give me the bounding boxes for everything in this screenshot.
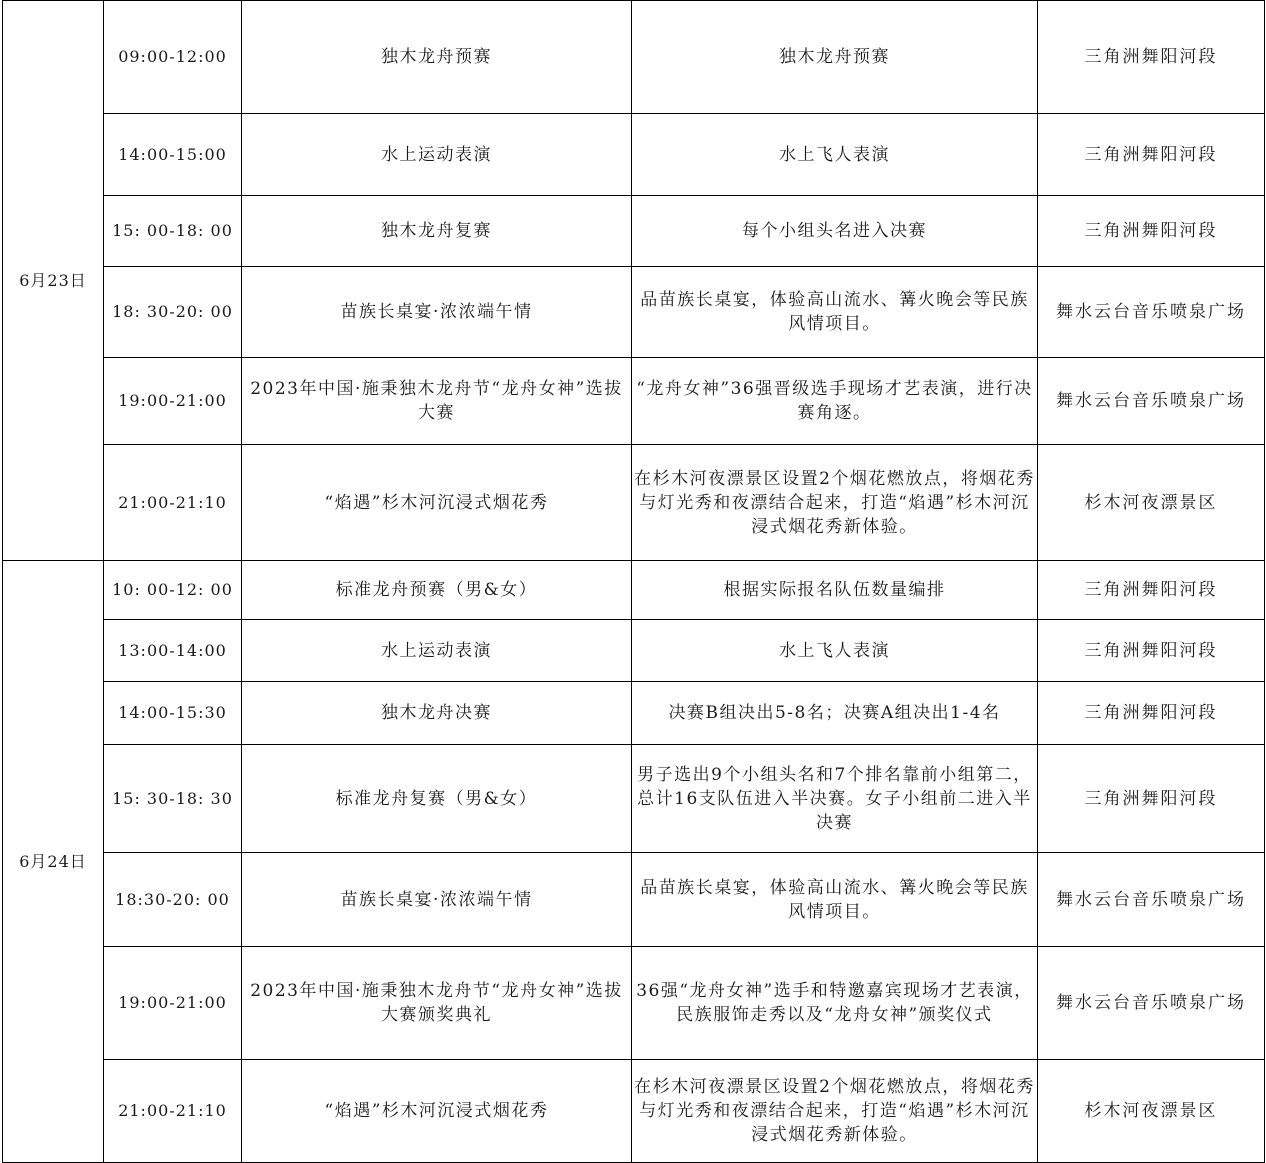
venue-cell: 三角洲舞阳河段 (1038, 745, 1265, 853)
date-cell: 6月23日 (3, 1, 104, 561)
table-row (3, 114, 1265, 196)
time-cell: 18: 30-20: 00 (104, 267, 242, 358)
table-row (3, 1, 1265, 114)
description-cell: 每个小组头名进入决赛 (632, 196, 1038, 267)
event-cell: 苗族长桌宴·浓浓端午情 (242, 267, 632, 358)
description-cell: 品苗族长桌宴，体验高山流水、篝火晚会等民族风情项目。 (632, 853, 1038, 947)
event-cell: “焰遇”杉木河沉浸式烟花秀 (242, 1060, 632, 1163)
time-cell: 15: 30-18: 30 (104, 745, 242, 853)
event-cell: 独木龙舟复赛 (242, 196, 632, 267)
description-cell: 根据实际报名队伍数量编排 (632, 561, 1038, 620)
time-cell: 19:00-21:00 (104, 358, 242, 445)
venue-cell: 三角洲舞阳河段 (1038, 114, 1265, 196)
time-cell: 19:00-21:00 (104, 947, 242, 1060)
description-cell: 在杉木河夜漂景区设置2个烟花燃放点，将烟花秀与灯光秀和夜漂结合起来，打造“焰遇”杉木河沉浸式烟花秀新体验。 (632, 1060, 1038, 1163)
time-cell: 10: 00-12: 00 (104, 561, 242, 620)
venue-cell: 三角洲舞阳河段 (1038, 620, 1265, 682)
date-cell: 6月24日 (3, 561, 104, 1163)
venue-cell: 三角洲舞阳河段 (1038, 1, 1265, 114)
venue-cell: 舞水云台音乐喷泉广场 (1038, 358, 1265, 445)
time-cell: 14:00-15:00 (104, 114, 242, 196)
table-row (3, 1060, 1265, 1163)
venue-cell: 舞水云台音乐喷泉广场 (1038, 853, 1265, 947)
description-cell: 品苗族长桌宴，体验高山流水、篝火晚会等民族风情项目。 (632, 267, 1038, 358)
description-cell: 男子选出9个小组头名和7个排名靠前小组第二，总计16支队伍进入半决赛。女子小组前二进入半决赛 (632, 745, 1038, 853)
event-cell: 独木龙舟预赛 (242, 1, 632, 114)
time-cell: 09:00-12:00 (104, 1, 242, 114)
description-cell: 决赛B组决出5-8名；决赛A组决出1-4名 (632, 682, 1038, 745)
venue-cell: 三角洲舞阳河段 (1038, 196, 1265, 267)
venue-cell: 舞水云台音乐喷泉广场 (1038, 267, 1265, 358)
time-cell: 18:30-20: 00 (104, 853, 242, 947)
event-cell: 标准龙舟预赛（男&女） (242, 561, 632, 620)
time-cell: 14:00-15:30 (104, 682, 242, 745)
description-cell: 独木龙舟预赛 (632, 1, 1038, 114)
table-row (3, 620, 1265, 682)
description-cell: “龙舟女神”36强晋级选手现场才艺表演，进行决赛角逐。 (632, 358, 1038, 445)
table-row (3, 947, 1265, 1060)
venue-cell: 三角洲舞阳河段 (1038, 682, 1265, 745)
schedule-body (3, 1, 1265, 1163)
table-row (3, 682, 1265, 745)
description-cell: 水上飞人表演 (632, 620, 1038, 682)
venue-cell: 舞水云台音乐喷泉广场 (1038, 947, 1265, 1060)
venue-cell: 三角洲舞阳河段 (1038, 561, 1265, 620)
schedule-table (2, 0, 1265, 1163)
time-cell: 21:00-21:10 (104, 1060, 242, 1163)
venue-cell: 杉木河夜漂景区 (1038, 445, 1265, 561)
event-cell: “焰遇”杉木河沉浸式烟花秀 (242, 445, 632, 561)
table-row (3, 196, 1265, 267)
event-cell: 独木龙舟决赛 (242, 682, 632, 745)
event-cell: 水上运动表演 (242, 114, 632, 196)
table-row (3, 745, 1265, 853)
table-row (3, 853, 1265, 947)
event-cell: 水上运动表演 (242, 620, 632, 682)
table-row (3, 267, 1265, 358)
event-cell: 苗族长桌宴·浓浓端午情 (242, 853, 632, 947)
event-cell: 标准龙舟复赛（男&女） (242, 745, 632, 853)
time-cell: 21:00-21:10 (104, 445, 242, 561)
time-cell: 15: 00-18: 00 (104, 196, 242, 267)
table-row (3, 445, 1265, 561)
description-cell: 在杉木河夜漂景区设置2个烟花燃放点，将烟花秀与灯光秀和夜漂结合起来，打造“焰遇”杉木河沉浸式烟花秀新体验。 (632, 445, 1038, 561)
event-cell: 2023年中国·施秉独木龙舟节“龙舟女神”选拔大赛颁奖典礼 (242, 947, 632, 1060)
table-row (3, 561, 1265, 620)
description-cell: 36强“龙舟女神”选手和特邀嘉宾现场才艺表演，民族服饰走秀以及“龙舟女神”颁奖仪式 (632, 947, 1038, 1060)
venue-cell: 杉木河夜漂景区 (1038, 1060, 1265, 1163)
table-row (3, 358, 1265, 445)
description-cell: 水上飞人表演 (632, 114, 1038, 196)
event-cell: 2023年中国·施秉独木龙舟节“龙舟女神”选拔大赛 (242, 358, 632, 445)
time-cell: 13:00-14:00 (104, 620, 242, 682)
